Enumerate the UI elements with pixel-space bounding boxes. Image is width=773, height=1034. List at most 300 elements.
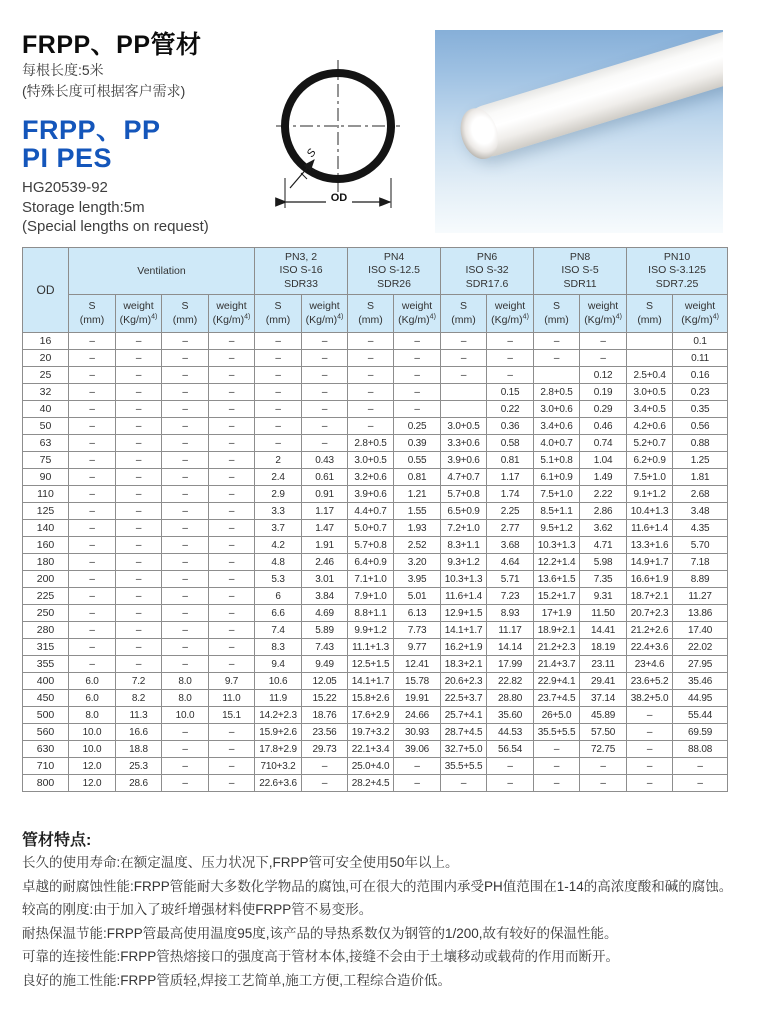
value-cell: – [348, 401, 394, 418]
value-cell: 9.31 [580, 588, 627, 605]
value-cell: – [116, 588, 162, 605]
value-cell: 6.6 [255, 605, 302, 622]
value-cell: 29.73 [302, 741, 348, 758]
value-cell [534, 367, 580, 384]
value-cell: – [255, 384, 302, 401]
value-cell: – [69, 367, 116, 384]
value-cell: – [302, 435, 348, 452]
value-cell: 3.9+0.6 [348, 486, 394, 503]
value-cell: – [162, 520, 209, 537]
group-sdr-label: SDR17.6 [465, 277, 509, 290]
feature-line: 较高的刚度:由于加入了玻纤增强材料使FRPP管不易变形。 [22, 902, 373, 917]
value-cell: – [69, 656, 116, 673]
value-cell: 14.2+2.3 [255, 707, 302, 724]
value-cell: 0.39 [394, 435, 441, 452]
value-cell: – [162, 350, 209, 367]
pipe-image-body [457, 30, 723, 163]
value-cell: 17.40 [673, 622, 728, 639]
group-iso-label: ISO S-16 [279, 264, 323, 277]
value-cell: – [487, 350, 534, 367]
value-cell: – [394, 775, 441, 792]
value-cell: – [162, 537, 209, 554]
value-cell: – [69, 605, 116, 622]
value-cell: 5.71 [487, 571, 534, 588]
value-cell: 3.3+0.6 [441, 435, 487, 452]
value-cell: 3.68 [487, 537, 534, 554]
table-row [23, 367, 728, 384]
value-cell: 8.5+1.1 [534, 503, 580, 520]
value-cell: – [69, 554, 116, 571]
value-cell: – [209, 401, 255, 418]
feature-line: 良好的施工性能:FRPP管质轻,焊接工艺简单,施工方便,工程综合造价低。 [22, 972, 452, 988]
value-cell: 3.62 [580, 520, 627, 537]
col-header-weight: weight $(Kg/m)^{4)}$ [580, 295, 627, 333]
value-cell: 2.86 [580, 503, 627, 520]
od-cell: 710 [23, 758, 69, 775]
value-cell: 10.0 [69, 741, 116, 758]
value-cell: 7.2 [116, 673, 162, 690]
value-cell: – [162, 418, 209, 435]
value-cell: – [302, 401, 348, 418]
value-cell: 4.7+0.7 [441, 469, 487, 486]
value-cell: 0.19 [580, 384, 627, 401]
feature-line: 卓越的耐腐蚀性能:FRPP管能耐大多数化学物品的腐蚀,可在很大的范围内承受PH值范围在1-14的高浓度酸和碱的腐蚀。 [22, 878, 733, 894]
value-cell: 22.5+3.7 [441, 690, 487, 707]
value-cell: 13.3+1.6 [627, 537, 673, 554]
value-cell: 13.6+1.5 [534, 571, 580, 588]
table-row [23, 486, 728, 503]
value-cell: 0.81 [394, 469, 441, 486]
value-cell: 11.3 [116, 707, 162, 724]
od-cell: 32 [23, 384, 69, 401]
value-cell: 23.56 [302, 724, 348, 741]
value-cell: 4.35 [673, 520, 728, 537]
value-cell: 28.80 [487, 690, 534, 707]
col-header-weight: weight $(Kg/m)^{4)}$ [302, 295, 348, 333]
col-header-weight: weight $(Kg/m)^{4)}$ [209, 295, 255, 333]
group-iso-label: ISO S-3.125 [648, 264, 706, 277]
value-cell: – [116, 435, 162, 452]
od-cell: 560 [23, 724, 69, 741]
value-cell: 18.76 [302, 707, 348, 724]
value-cell: – [534, 775, 580, 792]
value-cell: – [162, 384, 209, 401]
value-cell: 0.81 [487, 452, 534, 469]
value-cell: – [209, 775, 255, 792]
od-cell: 63 [23, 435, 69, 452]
od-cell: 50 [23, 418, 69, 435]
value-cell: – [348, 350, 394, 367]
value-cell: 12.41 [394, 656, 441, 673]
feature-line: 长久的使用寿命:在额定温度、压力状况下,FRPP管可安全使用50年以上。 [22, 855, 459, 870]
value-cell: 23+4.6 [627, 656, 673, 673]
value-cell: 22.02 [673, 639, 728, 656]
od-cell: 140 [23, 520, 69, 537]
features-heading: 管材特点: [22, 832, 92, 849]
group-pn-label: PN6 [476, 250, 498, 263]
value-cell: 8.93 [487, 605, 534, 622]
standard-code: HG20539-92 [22, 179, 108, 196]
od-cell: 355 [23, 656, 69, 673]
value-cell: – [209, 367, 255, 384]
value-cell: 3.0+0.5 [627, 384, 673, 401]
table-row [23, 707, 728, 724]
value-cell: 23.6+5.2 [627, 673, 673, 690]
value-cell: 9.5+1.2 [534, 520, 580, 537]
value-cell: – [534, 333, 580, 350]
value-cell: 56.54 [487, 741, 534, 758]
value-cell: – [255, 333, 302, 350]
value-cell: – [162, 503, 209, 520]
table-row [23, 520, 728, 537]
value-cell: 4.2+0.6 [627, 418, 673, 435]
value-cell: – [394, 367, 441, 384]
value-cell: – [69, 537, 116, 554]
value-cell: – [302, 350, 348, 367]
value-cell: 3.3 [255, 503, 302, 520]
table-row [23, 469, 728, 486]
value-cell: 10.0 [162, 707, 209, 724]
value-cell: – [394, 758, 441, 775]
value-cell: 3.7 [255, 520, 302, 537]
value-cell: 8.3 [255, 639, 302, 656]
value-cell: 6.0 [69, 690, 116, 707]
od-column-header: OD [23, 248, 69, 333]
value-cell: – [162, 622, 209, 639]
value-cell: 17.8+2.9 [255, 741, 302, 758]
value-cell: – [580, 350, 627, 367]
value-cell: 22.4+3.6 [627, 639, 673, 656]
value-cell [441, 384, 487, 401]
value-cell: 28.7+4.5 [441, 724, 487, 741]
value-cell: – [116, 350, 162, 367]
value-cell: – [162, 571, 209, 588]
value-cell: 0.25 [394, 418, 441, 435]
group-pn-label: PN8 [569, 250, 591, 263]
value-cell: 30.93 [394, 724, 441, 741]
value-cell: 2.8+0.5 [534, 384, 580, 401]
value-cell: 0.91 [302, 486, 348, 503]
value-cell: 18.19 [580, 639, 627, 656]
value-cell: – [348, 418, 394, 435]
value-cell: 0.16 [673, 367, 728, 384]
value-cell: – [487, 775, 534, 792]
group-pn-label: PN4 [383, 250, 405, 263]
value-cell: 5.7+0.8 [348, 537, 394, 554]
value-cell: – [69, 452, 116, 469]
value-cell: 15.8+2.6 [348, 690, 394, 707]
value-cell: 2.77 [487, 520, 534, 537]
table-row [23, 503, 728, 520]
value-cell: 14.41 [580, 622, 627, 639]
value-cell: 6.4+0.9 [348, 554, 394, 571]
value-cell: – [209, 486, 255, 503]
value-cell: 44.95 [673, 690, 728, 707]
value-cell: – [69, 418, 116, 435]
value-cell: – [209, 350, 255, 367]
value-cell: – [209, 656, 255, 673]
table-group-header-row [23, 248, 728, 295]
value-cell: 1.49 [580, 469, 627, 486]
value-cell: – [302, 775, 348, 792]
value-cell: 2.4 [255, 469, 302, 486]
group-iso-label: ISO S-12.5 [368, 264, 421, 277]
value-cell: – [209, 639, 255, 656]
value-cell: 3.48 [673, 503, 728, 520]
group-header-pn8 [534, 248, 627, 295]
group-sdr-label: SDR7.25 [655, 277, 699, 290]
value-cell: 18.8 [116, 741, 162, 758]
value-cell: – [162, 554, 209, 571]
value-cell: – [441, 333, 487, 350]
pipe-image-open-end [455, 103, 505, 163]
value-cell: 24.66 [394, 707, 441, 724]
value-cell: 12.2+1.4 [534, 554, 580, 571]
table-row [23, 639, 728, 656]
od-cell: 200 [23, 571, 69, 588]
value-cell: 3.84 [302, 588, 348, 605]
group-pn-label: PN10 [663, 250, 691, 263]
value-cell: 0.43 [302, 452, 348, 469]
value-cell: 14.1+1.7 [441, 622, 487, 639]
value-cell: 7.23 [487, 588, 534, 605]
value-cell: 11.0 [209, 690, 255, 707]
value-cell: 2 [255, 452, 302, 469]
page-title: FRPP、PP管材 [22, 31, 202, 59]
col-header-weight: weight $(Kg/m)^{4)}$ [673, 295, 728, 333]
value-cell: 5.3 [255, 571, 302, 588]
od-cell: 125 [23, 503, 69, 520]
value-cell: 0.55 [394, 452, 441, 469]
value-cell: – [487, 333, 534, 350]
value-cell: 2.8+0.5 [348, 435, 394, 452]
value-cell: 18.3+2.1 [441, 656, 487, 673]
pipe-spec-table [22, 247, 728, 792]
od-cell: 280 [23, 622, 69, 639]
table-row [23, 741, 728, 758]
value-cell: 15.2+1.7 [534, 588, 580, 605]
col-header-weight: weight $(Kg/m)^{4)}$ [116, 295, 162, 333]
value-cell: 5.7+0.8 [441, 486, 487, 503]
table-row [23, 418, 728, 435]
value-cell: 9.9+1.2 [348, 622, 394, 639]
value-cell: – [441, 350, 487, 367]
od-cell: 250 [23, 605, 69, 622]
od-label: OD [330, 192, 348, 204]
value-cell: 9.49 [302, 656, 348, 673]
value-cell: 3.9+0.6 [441, 452, 487, 469]
value-cell: 5.89 [302, 622, 348, 639]
value-cell: 13.86 [673, 605, 728, 622]
od-cell: 110 [23, 486, 69, 503]
value-cell: 2.68 [673, 486, 728, 503]
value-cell: – [69, 571, 116, 588]
value-cell: 19.91 [394, 690, 441, 707]
value-cell: – [302, 384, 348, 401]
value-cell: – [116, 656, 162, 673]
value-cell: – [534, 741, 580, 758]
table-row [23, 452, 728, 469]
value-cell: 0.23 [673, 384, 728, 401]
value-cell: – [162, 775, 209, 792]
features-list [22, 851, 752, 992]
value-cell: 0.36 [487, 418, 534, 435]
value-cell: – [394, 401, 441, 418]
value-cell: – [162, 486, 209, 503]
value-cell: 28.6 [116, 775, 162, 792]
value-cell: – [580, 333, 627, 350]
value-cell: 4.4+0.7 [348, 503, 394, 520]
table-row [23, 537, 728, 554]
value-cell: 12.05 [302, 673, 348, 690]
value-cell: 17.99 [487, 656, 534, 673]
value-cell: – [69, 520, 116, 537]
value-cell: 0.11 [673, 350, 728, 367]
value-cell: 7.18 [673, 554, 728, 571]
value-cell: – [69, 435, 116, 452]
value-cell: – [627, 758, 673, 775]
group-header-pn10 [627, 248, 728, 295]
table-row [23, 758, 728, 775]
value-cell: 2.9 [255, 486, 302, 503]
value-cell: – [255, 350, 302, 367]
table-row [23, 775, 728, 792]
group-pn-label: PN3, 2 [284, 250, 318, 263]
value-cell: 44.53 [487, 724, 534, 741]
value-cell: – [116, 605, 162, 622]
table-row [23, 724, 728, 741]
value-cell: 3.20 [394, 554, 441, 571]
value-cell: 5.01 [394, 588, 441, 605]
value-cell: – [534, 758, 580, 775]
table-row [23, 673, 728, 690]
value-cell: 3.0+0.5 [348, 452, 394, 469]
value-cell: – [162, 758, 209, 775]
value-cell [627, 350, 673, 367]
value-cell: 18.7+2.1 [627, 588, 673, 605]
value-cell: 14.1+1.7 [348, 673, 394, 690]
value-cell: 27.95 [673, 656, 728, 673]
col-header-s: S (mm) [441, 295, 487, 333]
value-cell: 2.22 [580, 486, 627, 503]
table-row [23, 401, 728, 418]
group-iso-label: ISO S-5 [561, 264, 599, 277]
value-cell: 2.25 [487, 503, 534, 520]
value-cell: 10.6 [255, 673, 302, 690]
value-cell: 0.29 [580, 401, 627, 418]
value-cell: 12.0 [69, 775, 116, 792]
value-cell: 15.9+2.6 [255, 724, 302, 741]
table-row [23, 690, 728, 707]
pipe-cross-section-diagram [274, 56, 408, 220]
value-cell: 35.5+5.5 [534, 724, 580, 741]
value-cell: – [162, 724, 209, 741]
value-cell: 0.74 [580, 435, 627, 452]
value-cell: 25.3 [116, 758, 162, 775]
value-cell: 1.91 [302, 537, 348, 554]
value-cell: – [627, 707, 673, 724]
value-cell: 6.13 [394, 605, 441, 622]
value-cell: 0.1 [673, 333, 728, 350]
value-cell: – [162, 452, 209, 469]
value-cell: 22.6+3.6 [255, 775, 302, 792]
value-cell: – [116, 367, 162, 384]
value-cell: 8.8+1.1 [348, 605, 394, 622]
value-cell: 8.0 [162, 690, 209, 707]
value-cell: 3.2+0.6 [348, 469, 394, 486]
value-cell: 11.6+1.4 [441, 588, 487, 605]
table-row [23, 435, 728, 452]
ventilation-header: Ventilation [69, 248, 255, 295]
value-cell: – [580, 758, 627, 775]
value-cell: – [394, 350, 441, 367]
value-cell: – [116, 418, 162, 435]
value-cell: – [69, 503, 116, 520]
value-cell: 22.82 [487, 673, 534, 690]
value-cell: 10.3+1.3 [441, 571, 487, 588]
value-cell: 7.9+1.0 [348, 588, 394, 605]
value-cell: 4.0+0.7 [534, 435, 580, 452]
value-cell: 20.6+2.3 [441, 673, 487, 690]
feature-line: 可靠的连接性能:FRPP管热熔接口的强度高于管材本体,接缝不会由于土壤移动或载荷的作用而断开。 [22, 949, 620, 964]
value-cell: 1.74 [487, 486, 534, 503]
value-cell: – [69, 350, 116, 367]
value-cell: – [394, 384, 441, 401]
value-cell: 17.6+2.9 [348, 707, 394, 724]
pipe-photo [435, 30, 723, 233]
value-cell: 5.1+0.8 [534, 452, 580, 469]
value-cell: 9.3+1.2 [441, 554, 487, 571]
value-cell: 28.2+4.5 [348, 775, 394, 792]
value-cell: – [209, 469, 255, 486]
value-cell: – [116, 571, 162, 588]
table-row [23, 622, 728, 639]
value-cell: – [209, 418, 255, 435]
value-cell: – [209, 758, 255, 775]
group-sdr-label: SDR33 [284, 277, 318, 290]
value-cell: – [116, 639, 162, 656]
value-cell: 11.17 [487, 622, 534, 639]
value-cell: 7.5+1.0 [534, 486, 580, 503]
table-row [23, 656, 728, 673]
value-cell: – [116, 520, 162, 537]
table-row [23, 350, 728, 367]
value-cell: 1.47 [302, 520, 348, 537]
feature-line: 耐热保温节能:FRPP管最高使用温度95度,该产品的导热系数仅为钢管的1/200,故有较好的保温性能。 [22, 925, 618, 941]
value-cell: 5.2+0.7 [627, 435, 673, 452]
value-cell: 22.9+4.1 [534, 673, 580, 690]
group-header-pn4 [348, 248, 441, 295]
value-cell: 22.1+3.4 [348, 741, 394, 758]
value-cell: 29.41 [580, 673, 627, 690]
value-cell: 7.5+1.0 [627, 469, 673, 486]
od-cell: 180 [23, 554, 69, 571]
value-cell: 1.04 [580, 452, 627, 469]
value-cell: – [627, 775, 673, 792]
od-cell: 800 [23, 775, 69, 792]
value-cell: 3.01 [302, 571, 348, 588]
group-sdr-label: SDR11 [563, 277, 597, 290]
value-cell: 21.2+2.3 [534, 639, 580, 656]
value-cell: 6.0 [69, 673, 116, 690]
value-cell: 14.9+1.7 [627, 554, 673, 571]
value-cell: – [162, 741, 209, 758]
value-cell [441, 401, 487, 418]
value-cell: – [302, 418, 348, 435]
value-cell: – [209, 537, 255, 554]
value-cell: – [162, 656, 209, 673]
value-cell: 12.5+1.5 [348, 656, 394, 673]
